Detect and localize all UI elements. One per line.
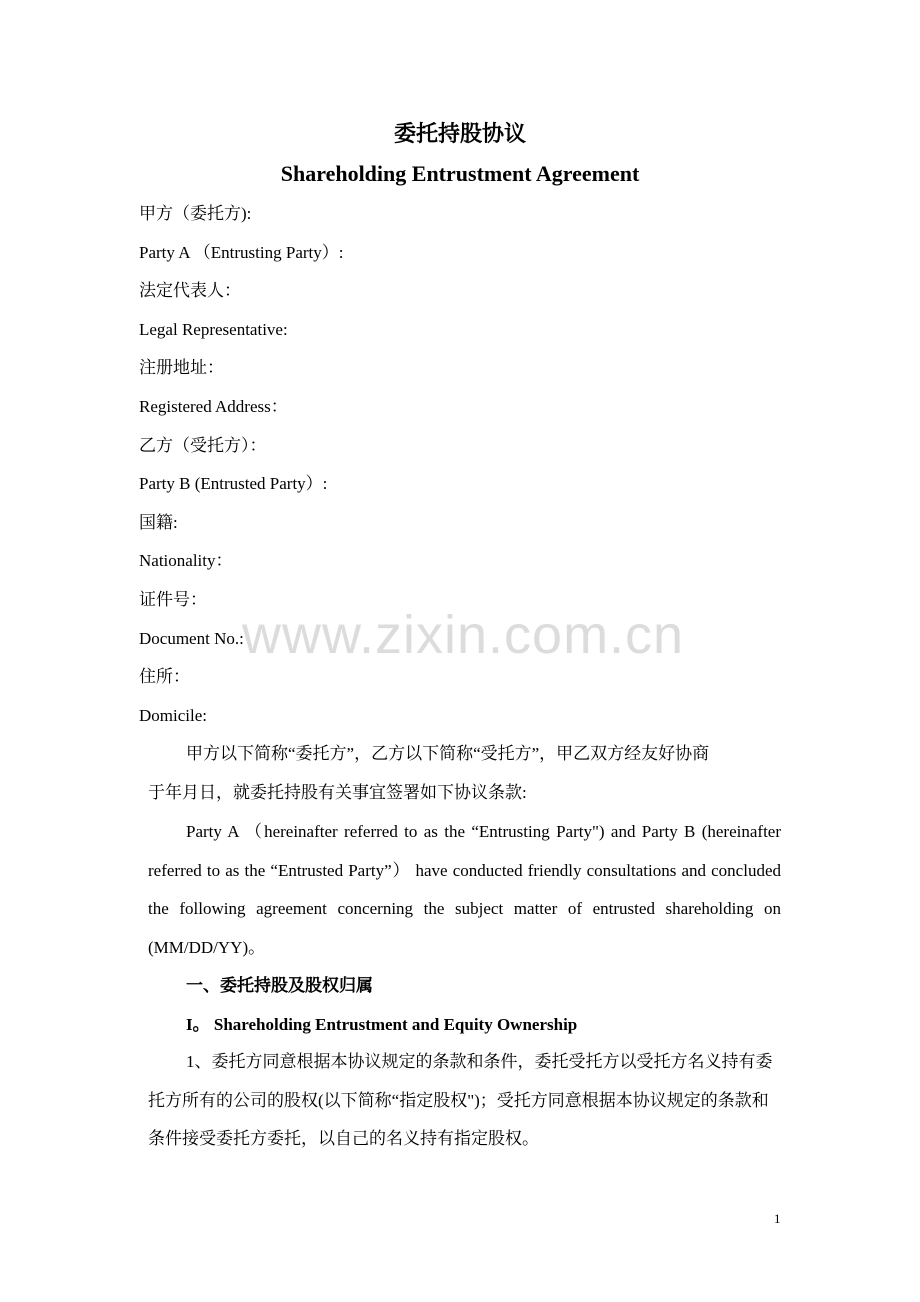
field-legal-rep-cn: 法定代表人： [139,281,241,300]
field-domicile-en: Domicile: [139,706,207,725]
field-domicile-cn: 住所： [139,667,190,686]
intro-en-text: Party A （hereinafter referred to as the “Entrusting Party") and Party B (hereinafter referred to as the “Entrusted Party”） have conducted friendly consultations and concluded the following agreement concerning the subject matter of entrusted shareholding on (MM/DD/YY)。 [148,822,781,958]
clause-1-paragraph [148,1043,781,1159]
field-address-cn: 注册地址： [139,358,224,377]
intro-paragraph-cn [148,735,781,812]
field-document-no-cn: 证件号： [139,590,207,609]
field-party-a-cn: 甲方（委托方): [139,204,252,223]
intro-paragraph-en [148,813,781,968]
field-nationality-en: Nationality： [139,551,233,570]
document-title-en: Shareholding Entrustment Agreement [280,161,640,186]
field-address-en: Registered Address： [139,397,288,416]
clause-1-text: 1、委托方同意根据本协议规定的条款和条件，委托受托方以受托方名义持有委托方所有的公司的股权(以下简称“指定股权")；受托方同意根据本协议规定的条款和条件接受委托方委托，以自己的名义持有指定股权。 [148,1052,773,1149]
watermark: www.zixin.com.cn [242,605,685,665]
intro-cn-line-2: 于年月日，就委托持股有关事宜签署如下协议条款: [148,782,527,802]
field-legal-rep-en: Legal Representative: [139,320,288,339]
field-document-no-en: Document No.: [139,629,244,648]
section-heading-cn: 一、委托持股及股权归属 [186,976,373,995]
page-number: 1 [774,1211,781,1226]
intro-cn-line-1: 甲方以下简称“委托方”，乙方以下简称“受托方”，甲乙双方经友好协商 [186,744,710,763]
field-nationality-cn: 国籍: [139,513,178,532]
field-party-b-cn: 乙方（受托方）： [139,436,267,455]
field-party-a-en: Party A （Entrusting Party）: [139,243,344,262]
document-title-cn: 委托持股协议 [393,121,526,146]
field-party-b-en: Party B (Entrusted Party）: [139,474,328,493]
section-heading-en: I。 Shareholding Entrustment and Equity Ownership [186,1015,578,1034]
